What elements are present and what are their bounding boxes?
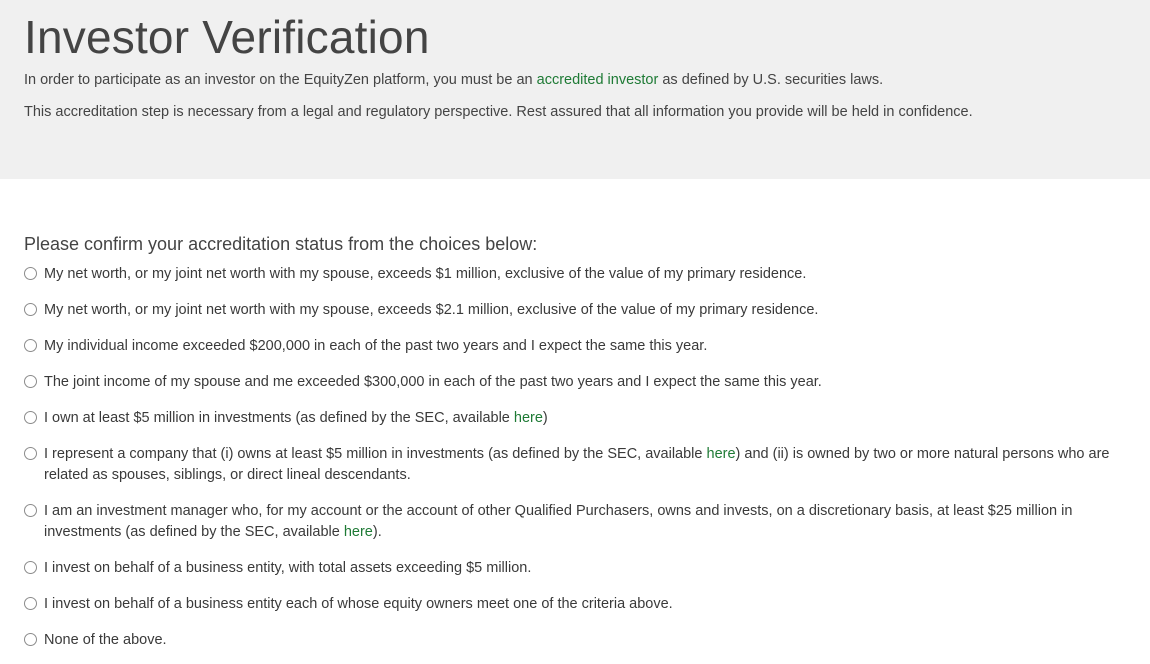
option-family-company[interactable] bbox=[24, 444, 1142, 486]
intro-text-pre: In order to participate as an investor on the EquityZen platform, you must be an bbox=[24, 72, 537, 88]
option-text-post: ) and (ii) is owned by two or more natural persons who are related as spouses, siblings, or direct lineal descendants. bbox=[44, 446, 1110, 483]
sec-definition-link[interactable]: here bbox=[513, 410, 543, 426]
option-text-pre: I own at least $5 million in investments (as defined by the SEC, available bbox=[44, 410, 514, 426]
option-business-entity-assets[interactable] bbox=[24, 558, 1142, 579]
option-label: None of the above. bbox=[44, 632, 167, 648]
option-net-worth-2-1m[interactable] bbox=[24, 300, 1142, 321]
radio-button[interactable] bbox=[24, 303, 37, 316]
option-label bbox=[44, 408, 548, 429]
form-prompt: Please confirm your accreditation status from the choices below: bbox=[24, 234, 538, 254]
intro-paragraph-1 bbox=[24, 72, 883, 88]
radio-button[interactable] bbox=[24, 339, 37, 352]
option-label: My net worth, or my joint net worth with my spouse, exceeds $1 million, exclusive of the value of my primary residence. bbox=[44, 266, 807, 282]
option-label: I invest on behalf of a business entity, with total assets exceeding $5 million. bbox=[44, 560, 532, 576]
intro-paragraph-2: This accreditation step is necessary from a legal and regulatory perspective. Rest assured that all information you provide will be held in confidence. bbox=[24, 104, 973, 120]
option-individual-income[interactable] bbox=[24, 336, 1142, 357]
option-net-worth-1m[interactable] bbox=[24, 264, 1142, 285]
option-business-entity-owners[interactable] bbox=[24, 594, 1142, 615]
radio-button[interactable] bbox=[24, 504, 37, 517]
option-text-post: ) bbox=[542, 410, 548, 426]
sec-definition-link[interactable]: here bbox=[706, 446, 736, 462]
sec-definition-link[interactable]: here bbox=[343, 524, 373, 540]
radio-button[interactable] bbox=[24, 561, 37, 574]
radio-button[interactable] bbox=[24, 375, 37, 388]
radio-button[interactable] bbox=[24, 411, 37, 424]
intro-text-post: as defined by U.S. securities laws. bbox=[658, 72, 884, 88]
option-joint-income[interactable] bbox=[24, 372, 1142, 393]
option-text-pre: I am an investment manager who, for my account or the account of other Qualified Purchasers, owns and invests, on a discretionary basis, at least $25 million in investments (as defined by the SEC, available bbox=[44, 503, 1073, 540]
page-title: Investor Verification bbox=[24, 11, 430, 63]
option-text-pre: I represent a company that (i) owns at least $5 million in investments (as defined by the SEC, available bbox=[44, 446, 707, 462]
option-label: My net worth, or my joint net worth with my spouse, exceeds $2.1 million, exclusive of the value of my primary residence. bbox=[44, 302, 819, 318]
radio-button[interactable] bbox=[24, 447, 37, 460]
radio-button[interactable] bbox=[24, 633, 37, 646]
option-text-post: ). bbox=[372, 524, 382, 540]
option-label: The joint income of my spouse and me exceeded $300,000 in each of the past two years and I expect the same this year. bbox=[44, 374, 822, 390]
option-label bbox=[44, 501, 1142, 543]
radio-button[interactable] bbox=[24, 597, 37, 610]
option-investment-manager[interactable] bbox=[24, 501, 1142, 543]
option-label bbox=[44, 444, 1142, 486]
option-label: I invest on behalf of a business entity each of whose equity owners meet one of the criteria above. bbox=[44, 596, 673, 612]
header-section bbox=[0, 0, 1150, 179]
accredited-investor-link[interactable]: accredited investor bbox=[536, 72, 659, 88]
radio-button[interactable] bbox=[24, 267, 37, 280]
option-none-of-the-above[interactable] bbox=[24, 630, 1142, 651]
option-label: My individual income exceeded $200,000 in each of the past two years and I expect the same this year. bbox=[44, 338, 708, 354]
option-own-5m-investments[interactable] bbox=[24, 408, 1142, 429]
